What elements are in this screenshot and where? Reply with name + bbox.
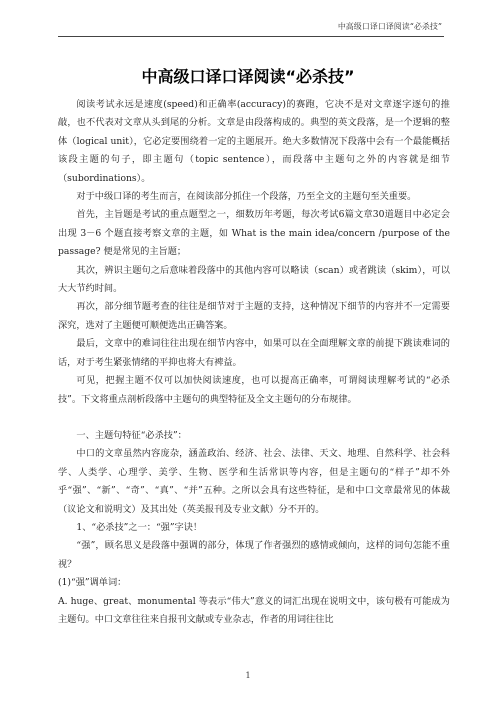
paragraph-gap xyxy=(58,409,450,427)
header-rule xyxy=(58,36,444,37)
paragraph-last: 最后，文章中的难词往往出现在细节内容中，如果可以在全面理解文章的前提下跳读难词的话，对于考生紧张情绪的平抑也将大有裨益。 xyxy=(58,338,450,368)
paragraph-second: 其次，辨识主题句之后意味着段落中的其他内容可以略读（scan）或者跳读（skim），可以大大节约时间。 xyxy=(58,264,450,295)
document-body xyxy=(58,96,450,629)
paragraph-conclusion: 可见，把握主题不仅可以加快阅读速度，也可以提高正确率，可谓阅读理解考试的“必杀技”。下文将重点剖析段落中主题句的典型特征及全文主题句的分布规律。 xyxy=(58,375,450,405)
document-title: 中高级口译口译阅读“必杀技” xyxy=(141,67,355,86)
subsection-heading: 1、“必杀技”之一：“强”字诀！ xyxy=(76,521,203,533)
section-heading: 一、主题句特征“必杀技”： xyxy=(76,429,187,441)
paragraph-qiang: “强”，顾名思义是段落中强调的部分，体现了作者强烈的感情或倾向，这样的词句怎能不重视？ xyxy=(58,540,450,570)
paragraph-section-intro: 中口的文章虽然内容庞杂，涵盖政治、经济、社会、法律、天文、地理、自然科学、社会科学、人类学、心理学、美学、生物、医学和生活常识等内容，但是主题句的“样子”却不外乎“强”、“新”、“奇”、“真”、“并”五种。之所以会具有这些特征，是和中口文章最常见的体裁（议论文和说明文）及其出处（英美报刊及专业文献）分不开的。 xyxy=(58,448,450,515)
paragraph-intro: 阅读考试永远是速度(speed)和正确率(accuracy)的赛跑，它决不是对文章逐字逐句的推敲，也不代表对文章从头到尾的分析。文章是由段落构成的。典型的英文段落，是一个逻辑的整体（logical unit），它必定要围绕着一定的主题展开。绝大多数情况下段落中会有一个最能概括该段主题的句子，即主题句（topic sentence），而段落中主题句之外的内容就是细节（subordinations）。 xyxy=(58,99,450,184)
paragraph-importance: 对于中级口译的考生而言，在阅读部分抓住一个段落，乃至全文的主题句至关重要。 xyxy=(76,191,417,203)
sub-item-heading: (1)“强”调单词： xyxy=(58,577,127,589)
paragraph-third: 再次，部分细节题考查的往往是细节对于主题的支持，这种情况下细节的内容并不一定需要深究，选对了主题便可顺便选出正确答案。 xyxy=(58,301,450,331)
paragraph-first: 首先，主旨题是考试的重点题型之一，细数历年考题，每次考试6篇文章30道题目中必定会出现 3－6 个题直接考察文章的主题，如 What is the main idea/concern /purpose of the passage? 便是常见的主旨题； xyxy=(58,209,450,258)
running-header: 中高级口译口译阅读“必杀技” xyxy=(337,22,442,31)
page-number: 1 xyxy=(245,671,251,680)
paragraph-item-a: A. huge、great、monumental 等表示“伟大”意义的词汇出现在说明文中，该句极有可能成为主题句。中口文章往往来自报刊文献或专业杂志，作者的用词往往比 xyxy=(58,595,450,625)
